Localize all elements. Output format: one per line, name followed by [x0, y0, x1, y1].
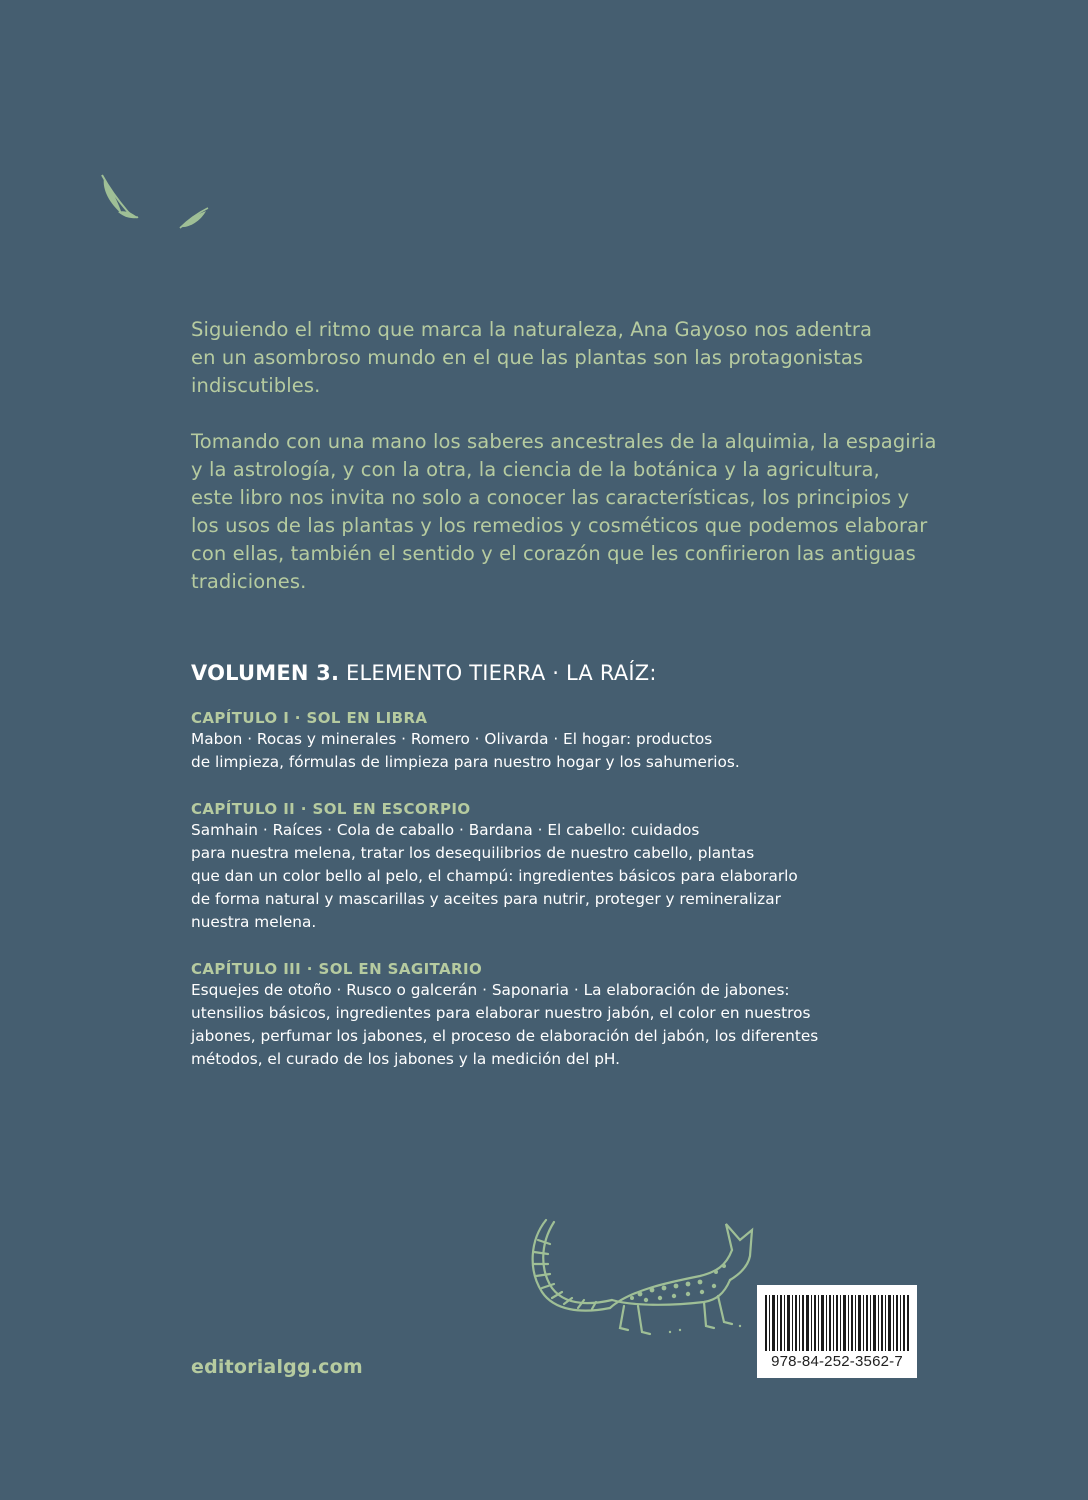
chapter-line: que dan un color bello al pelo, el champú: ingredientes básicos para elaborarlo — [191, 867, 798, 885]
chapter-title: CAPÍTULO III · SOL EN SAGITARIO — [191, 960, 483, 978]
chapter-line: nuestra melena. — [191, 913, 317, 931]
publisher-website: editorialgg.com — [191, 1356, 363, 1378]
chapter-description — [191, 819, 831, 934]
intro-line: tradiciones. — [191, 570, 307, 593]
intro-line: este libro nos invita no solo a conocer las características, los principios y — [191, 486, 910, 509]
intro-paragraph-2 — [191, 428, 991, 596]
chapter-2 — [191, 799, 831, 934]
barcode — [757, 1285, 917, 1378]
chapter-line: métodos, el curado de los jabones y la medición del pH. — [191, 1050, 620, 1068]
intro-paragraph-1 — [191, 316, 991, 400]
chapter-line: Esquejes de otoño · Rusco o galcerán · Saponaria · La elaboración de jabones: — [191, 981, 790, 999]
intro-line: Tomando con una mano los saberes ancestrales de la alquimia, la espagiria — [191, 430, 937, 453]
chapter-line: para nuestra melena, tratar los desequilibrios de nuestro cabello, plantas — [191, 844, 755, 862]
intro-line: indiscutibles. — [191, 374, 321, 397]
chapter-line: Samhain · Raíces · Cola de caballo · Bardana · El cabello: cuidados — [191, 821, 700, 839]
chapter-1 — [191, 708, 831, 774]
chapter-line: de forma natural y mascarillas y aceites para nutrir, proteger y remineralizar — [191, 890, 781, 908]
volume-title: ELEMENTO TIERRA · LA RAÍZ: — [346, 661, 657, 685]
chapter-line: de limpieza, fórmulas de limpieza para nuestro hogar y los sahumerios. — [191, 753, 740, 771]
chapter-title: CAPÍTULO II · SOL EN ESCORPIO — [191, 800, 471, 818]
intro-line: Siguiendo el ritmo que marca la naturaleza, Ana Gayoso nos adentra — [191, 318, 873, 341]
isbn-number: 978-84-252-3562-7 — [771, 1353, 903, 1370]
chapter-line: jabones, perfumar los jabones, el proceso de elaboración del jabón, los diferentes — [191, 1027, 819, 1045]
leaf-icon — [98, 172, 142, 222]
chapter-title: CAPÍTULO I · SOL EN LIBRA — [191, 709, 428, 727]
intro-line: con ellas, también el sentido y el corazón que les confirieron las antiguas — [191, 542, 916, 565]
intro-line: los usos de las plantas y los remedios y cosméticos que podemos elaborar — [191, 514, 928, 537]
chapter-line: Mabon · Rocas y minerales · Romero · Olivarda · El hogar: productos — [191, 730, 713, 748]
chapter-description — [191, 728, 831, 774]
chapter-description — [191, 979, 831, 1071]
volume-heading — [191, 656, 991, 690]
intro-line: y la astrología, y con la otra, la ciencia de la botánica y la agricultura, — [191, 458, 880, 481]
leaf-icon — [178, 206, 210, 232]
chapter-line: utensilios básicos, ingredientes para elaborar nuestro jabón, el color en nuestros — [191, 1004, 811, 1022]
intro-line: en un asombroso mundo en el que las plantas son las protagonistas — [191, 346, 864, 369]
genet-illustration — [520, 1210, 760, 1345]
volume-label: VOLUMEN 3. — [191, 661, 340, 685]
barcode-icon — [765, 1295, 909, 1351]
chapter-3 — [191, 959, 831, 1071]
